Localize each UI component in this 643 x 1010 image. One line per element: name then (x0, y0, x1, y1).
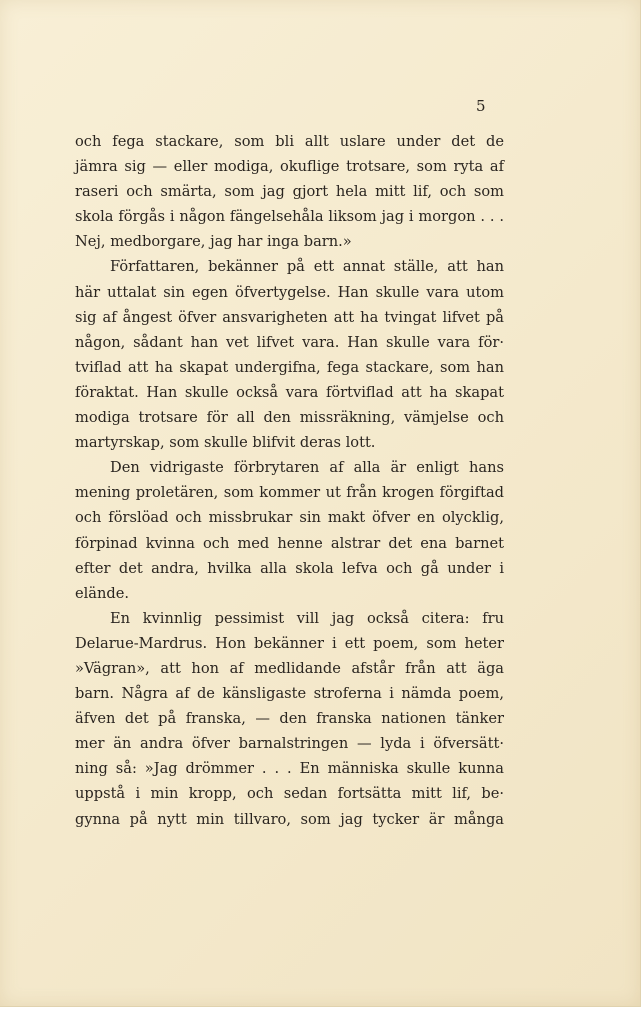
text-line: Nej, medborgare, jag har inga barn.» (75, 233, 352, 251)
text-line: föraktat. Han skulle också vara förtviflad att ha skapat (75, 383, 504, 401)
body-text (75, 129, 504, 832)
text-line: äfven det på franska, — den franska nationen tänker (75, 710, 504, 728)
text-line: uppstå i min kropp, och sedan fortsätta mitt lif, be· (75, 785, 504, 803)
text-line: gynna på nytt min tillvaro, som jag tycker är många (75, 810, 504, 828)
text-line: efter det andra, hvilka alla skola lefva och gå under i (75, 559, 504, 577)
text-line: här uttalat sin egen öfvertygelse. Han skulle vara utom (75, 283, 504, 301)
page-number: 5 (476, 97, 486, 115)
text-line: Författaren, bekänner på ett annat ställe, att han (110, 258, 504, 276)
text-line: någon, sådant han vet lifvet vara. Han skulle vara för· (75, 333, 504, 351)
text-line: Den vidrigaste förbrytaren af alla är enligt hans (110, 459, 504, 477)
text-line: sig af ångest öfver ansvarigheten att ha tvingat lifvet på (75, 308, 504, 326)
text-line: jämra sig — eller modiga, okuflige trotsare, som ryta af (75, 158, 504, 176)
text-line: martyrskap, som skulle blifvit deras lott. (75, 434, 376, 452)
text-line: »Vägran», att hon af medlidande afstår från att äga (75, 659, 504, 677)
text-line: modiga trotsare för all den missräkning, vämjelse och (75, 409, 504, 427)
text-line: mening proletären, som kommer ut från krogen förgiftad (75, 484, 504, 502)
text-line: Delarue-Mardrus. Hon bekänner i ett poem, som heter (75, 634, 504, 652)
text-line: mer än andra öfver barnalstringen — lyda i öfversätt· (75, 735, 504, 753)
paragraph-1 (75, 129, 504, 254)
text-line: En kvinnlig pessimist vill jag också citera: fru (110, 609, 504, 627)
text-line: och fega stackare, som bli allt uslare under det de (75, 133, 504, 150)
text-line: elände. (75, 584, 130, 602)
text-line: tviflad att ha skapat undergifna, fega stackare, som han (75, 358, 504, 376)
paragraph-4 (75, 606, 504, 832)
text-line: förpinad kvinna och med henne alstrar det ena barnet (75, 534, 504, 552)
paragraph-2 (75, 254, 504, 455)
text-line: barn. Några af de känsligaste stroferna i nämda poem, (75, 685, 504, 703)
text-line: raseri och smärta, som jag gjort hela mitt lif, och som (75, 183, 504, 201)
text-line: skola förgås i någon fängelsehåla liksom jag i morgon . . . (75, 208, 504, 226)
paragraph-3 (75, 455, 504, 606)
text-line: ning så: »Jag drömmer . . . En människa skulle kunna (75, 760, 504, 778)
text-line: och förslöad och missbrukar sin makt öfver en olycklig, (75, 509, 504, 527)
